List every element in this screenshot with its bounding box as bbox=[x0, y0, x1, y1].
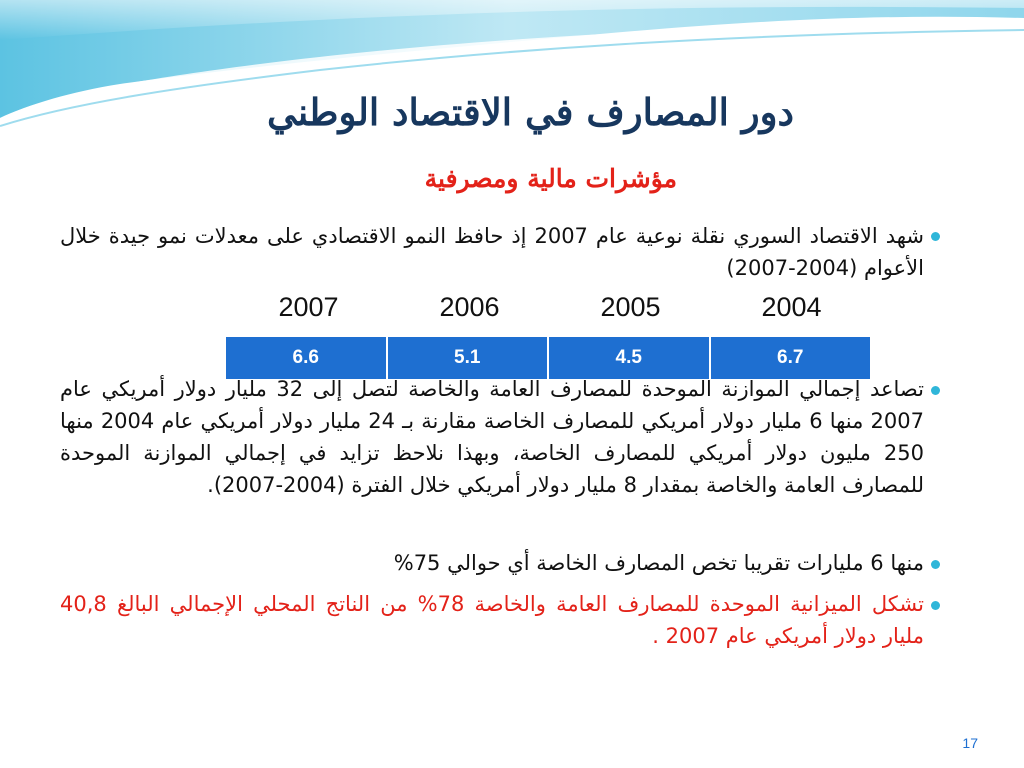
bullet-dot-1 bbox=[931, 232, 940, 241]
year-label: 2004 bbox=[761, 292, 822, 322]
bullet-text-1: شهد الاقتصاد السوري نقلة نوعية عام 2007 إذ حافظ النمو الاقتصادي على معدلات نمو جيدة خلال الأعوام (2004-2007) bbox=[60, 224, 924, 280]
bullet-text-4: تشكل الميزانية الموحدة للمصارف العامة والخاصة 78% من الناتج المحلي الإجمالي البالغ 40,8 مليار دولار أمريكي عام 2007 . bbox=[60, 592, 924, 648]
bullet-text-2: تصاعد إجمالي الموازنة الموحدة للمصارف العامة والخاصة لتصل إلى 32 مليار دولار أمريكي عام 2007 منها 6 مليار دولار أمريكي للمصارف الخاصة مقارنة بـ 24 مليار دولار أمريكي عام 2004 منها 250 مليون دولار أمريكي للمصارف الخاصة، وبهذا نلاحظ تزايد في إجمالي الموازنة الموحدة للمصارف العامة والخاصة بمقدار 8 مليار دولار أمريكي خلال الفترة (2004-2007). bbox=[60, 377, 924, 497]
growth-value-cell: 6.6 bbox=[225, 336, 387, 380]
growth-years-row bbox=[228, 292, 872, 326]
bullet-dot-2 bbox=[931, 386, 940, 395]
slide-title: دور المصارف في الاقتصاد الوطني bbox=[267, 90, 794, 134]
year-label: 2006 bbox=[439, 292, 500, 322]
page-number: 17 bbox=[962, 735, 978, 751]
growth-value-cell: 6.7 bbox=[710, 336, 872, 380]
bullet-dot-3 bbox=[931, 560, 940, 569]
slide-subtitle: مؤشرات مالية ومصرفية bbox=[424, 164, 677, 193]
year-label: 2005 bbox=[600, 292, 661, 322]
growth-value-cell: 4.5 bbox=[548, 336, 710, 380]
growth-value-cell: 5.1 bbox=[387, 336, 549, 380]
bullet-text-3: منها 6 مليارات تقريبا تخص المصارف الخاصة أي حوالي 75% bbox=[393, 551, 924, 575]
bullet-dot-4 bbox=[931, 601, 940, 610]
year-label: 2007 bbox=[278, 292, 339, 322]
